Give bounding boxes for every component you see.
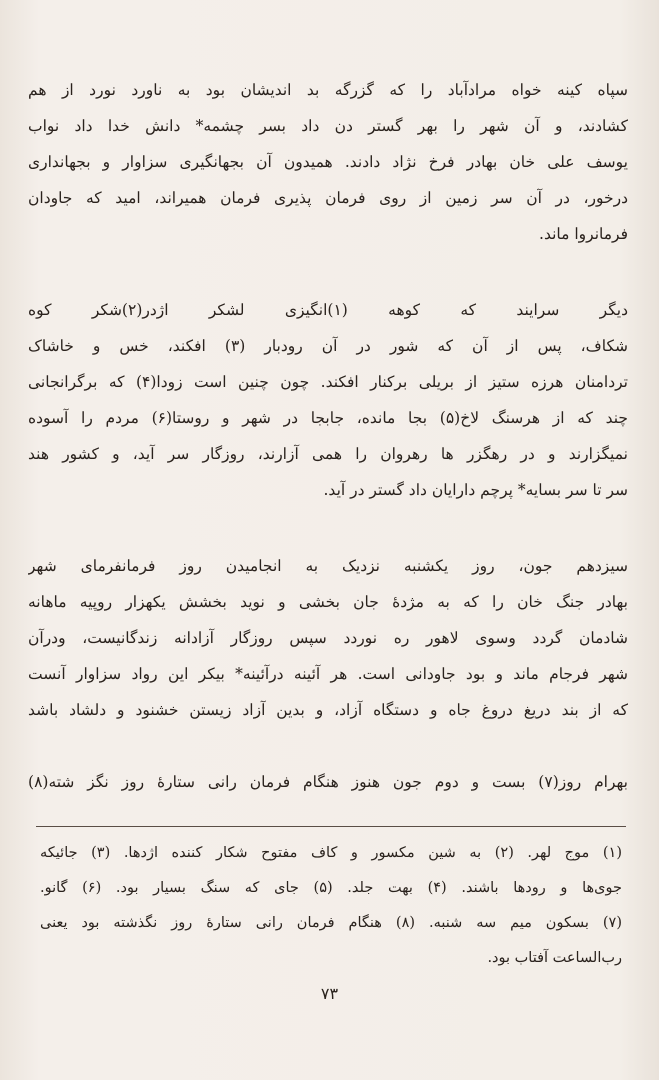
text-line: سیزدهم جون، روز یکشنبه نزدیک به انجامیدن روز فرمانفرمای شهر [28,557,628,575]
text-line: شکاف، پس از آن که شور در آن رودبار (۳) افکند، خس و خاشاک [28,337,628,355]
text-line: فرمانروا ماند. [539,225,628,243]
footnote-line: (۱) موج لهر. (۲) به شین مکسور و کاف مفتوح شکار کننده اژدها. (۳) جائیکه [40,845,622,861]
text-line: یوسف علی خان بهادر فرخ نژاد دادند. همیدون آن بجهانگیری سزاوار و بجهانداری [28,153,628,171]
footnote-divider [36,826,626,827]
text-line: دیگر سرایند که کوهه (۱)انگیزی لشکر اژدر(۲)شکر کوه [28,301,628,319]
text-line: سر تا سر بسایه* پرچم دارایان داد گستر در آید. [323,481,628,499]
text-line: تردامنان هرزه ستیز از بریلی برکنار افکند. چون چنین است زودا(۴) که برگرانجانی [28,373,628,391]
paragraph-1 [28,72,628,252]
text-line: کشادند، و آن شهر را بهر گستر دن داد بسر چشمه* دانش خدا داد نواب [28,117,628,135]
text-line: نمیگزارند و در رهگزر ها رهروان را همی آزارند، روزگار سر آید، و کشور هند [28,445,628,463]
footnote-line: رب‌الساعت آفتاب بود. [487,950,622,966]
text-line: شادمان گردد وسوی لاهور ره نوردد سپس روزگار آزادانه زندگانیست، ودرآن [28,629,628,647]
footnote-line: (۷) بسکون میم سه شنبه. (۸) هنگام فرمان رانی ستارهٔ روز نگذشته بود یعنی [40,915,622,931]
paragraph-2 [28,292,628,508]
text-line: درخور، در آن سر زمین از روی فرمان پذیری فرمان همیراند، امید که جاودان [28,189,628,207]
footnotes [40,836,622,976]
text-line: چند که از هرسنگ لاخ(۵) بجا مانده، جابجا در شهر و روستا(۶) مردم را آسوده [28,409,628,427]
paragraph-4 [28,764,628,800]
text-line: که از بند دریغ دروغ جاه و دستگاه آزاد، و بدین آزاد زیستن خشنود و دلشاد باشد [28,701,628,719]
text-line: سپاه کینه خواه مرادآباد را که گزرگه بد اندیشان بود به ناورد نورد از هم [28,81,628,99]
text-line: بهادر جنگ خان را که به مژدهٔ جان بخشی و نوید بخشش یکهزار روپیه ماهانه [28,593,628,611]
footnote-line: جوی‌ها و رودها باشند. (۴) بهت جلد. (۵) جای که سنگ بسیار بود. (۶) گانو. [40,880,622,896]
paragraph-3 [28,548,628,728]
text-line: شهر فرجام ماند و بود جاودانی است. هر آئینه درآئینه* بیکر این رواد سزاوار آنست [28,665,628,683]
page-number: ۷۳ [320,984,339,1003]
text-line: بهرام روز(۷) بست و دوم جون هنوز هنگام فرمان رانی ستارهٔ روز نگز شته(۸) [28,773,628,791]
